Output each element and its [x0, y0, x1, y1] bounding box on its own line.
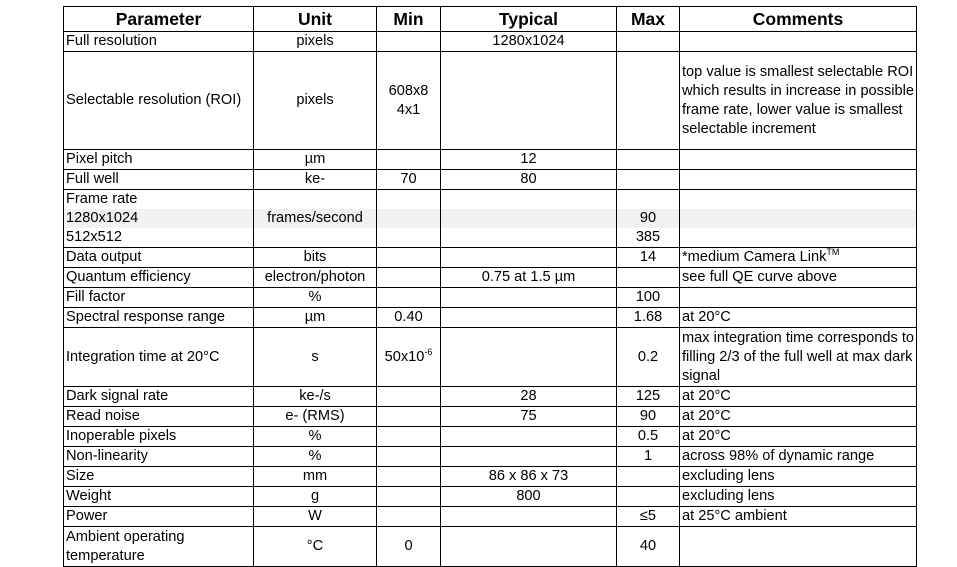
min-cell: 70	[377, 170, 441, 190]
comment-cell	[680, 150, 917, 170]
comment-text: *medium Camera Link	[682, 249, 827, 265]
max-cell	[617, 52, 680, 150]
unit-cell: °C	[254, 527, 377, 567]
table-row	[64, 387, 917, 407]
table-row	[64, 487, 917, 507]
max-cell: ≤5	[617, 507, 680, 527]
max-cell: 1.68	[617, 308, 680, 328]
unit-cell: e- (RMS)	[254, 407, 377, 427]
max-cell	[617, 32, 680, 52]
param-cell: Full resolution	[64, 32, 254, 52]
comment-cell: at 20°C	[680, 427, 917, 447]
typical-cell	[441, 328, 617, 387]
table-row	[64, 228, 917, 248]
table-row	[64, 447, 917, 467]
min-cell	[377, 52, 441, 150]
typical-cell: 0.75 at 1.5 µm	[441, 268, 617, 288]
min-cell	[377, 387, 441, 407]
header-min: Min	[377, 7, 441, 32]
param-cell: Spectral response range	[64, 308, 254, 328]
min-value-1: 608x8	[388, 82, 429, 99]
comment-cell: at 25°C ambient	[680, 507, 917, 527]
param-cell: Inoperable pixels	[64, 427, 254, 447]
min-cell	[377, 447, 441, 467]
min-value: 50x10	[384, 348, 425, 365]
param-cell: Frame rate	[64, 190, 254, 210]
max-cell: 0.2	[617, 328, 680, 387]
header-parameter: Parameter	[64, 7, 254, 32]
typical-cell: 75	[441, 407, 617, 427]
comment-cell: at 20°C	[680, 387, 917, 407]
param-cell: Dark signal rate	[64, 387, 254, 407]
typical-cell	[441, 527, 617, 567]
param-cell: Pixel pitch	[64, 150, 254, 170]
table-row	[64, 170, 917, 190]
comment-cell	[680, 32, 917, 52]
unit-cell: g	[254, 487, 377, 507]
table-row	[64, 248, 917, 268]
max-cell: 1	[617, 447, 680, 467]
table-row	[64, 527, 917, 567]
comment-cell: excluding lens	[680, 467, 917, 487]
max-cell: 385	[617, 228, 680, 248]
min-cell: 0.40	[377, 308, 441, 328]
header-unit: Unit	[254, 7, 377, 32]
header-max: Max	[617, 7, 680, 32]
comment-cell: across 98% of dynamic range	[680, 447, 917, 467]
param-cell: Weight	[64, 487, 254, 507]
min-cell	[377, 328, 441, 387]
typical-cell: 86 x 86 x 73	[441, 467, 617, 487]
param-cell: Integration time at 20°C	[64, 328, 254, 387]
unit-cell: ke-/s	[254, 387, 377, 407]
unit-cell: %	[254, 447, 377, 467]
min-cell	[377, 467, 441, 487]
table-row	[64, 308, 917, 328]
unit-cell: %	[254, 288, 377, 308]
unit-cell: W	[254, 507, 377, 527]
comment-cell: top value is smallest selectable ROI which results in increase in possible frame rate, lower value is smallest selectable increment	[680, 52, 917, 150]
typical-cell: 80	[441, 170, 617, 190]
table-row	[64, 52, 917, 150]
max-cell	[617, 150, 680, 170]
table-row	[64, 507, 917, 527]
unit-cell: ke-	[254, 170, 377, 190]
min-cell: 0	[377, 527, 441, 567]
min-cell	[377, 288, 441, 308]
comment-cell	[680, 248, 917, 268]
typical-cell: 800	[441, 487, 617, 507]
table-row	[64, 32, 917, 52]
table-row	[64, 150, 917, 170]
param-cell: Power	[64, 507, 254, 527]
typical-cell: 12	[441, 150, 617, 170]
typical-cell	[441, 447, 617, 467]
trademark-sup: TM	[826, 247, 840, 258]
param-sub-cell: 1280x1024	[64, 209, 254, 228]
param-cell: Data output	[64, 248, 254, 268]
exponent-sup: -6	[424, 346, 433, 357]
max-cell: 40	[617, 527, 680, 567]
typical-cell	[441, 288, 617, 308]
typical-cell	[441, 427, 617, 447]
min-cell	[377, 150, 441, 170]
comment-cell	[680, 288, 917, 308]
min-cell	[377, 32, 441, 52]
max-cell	[617, 487, 680, 507]
comment-cell: at 20°C	[680, 407, 917, 427]
param-cell: Quantum efficiency	[64, 268, 254, 288]
min-cell	[377, 507, 441, 527]
specifications-table	[63, 6, 917, 567]
comment-cell: excluding lens	[680, 487, 917, 507]
comment-cell	[680, 170, 917, 190]
min-cell	[377, 268, 441, 288]
param-cell: Full well	[64, 170, 254, 190]
typical-cell	[441, 248, 617, 268]
param-cell: Non-linearity	[64, 447, 254, 467]
table-row	[64, 268, 917, 288]
comment-cell: max integration time corresponds to filling 2/3 of the full well at max dark signal	[680, 328, 917, 387]
table-row	[64, 328, 917, 387]
table-row	[64, 288, 917, 308]
comment-cell: at 20°C	[680, 308, 917, 328]
max-cell: 14	[617, 248, 680, 268]
unit-cell: pixels	[254, 32, 377, 52]
max-cell	[617, 268, 680, 288]
comment-cell: see full QE curve above	[680, 268, 917, 288]
param-cell: Ambient operating temperature	[64, 527, 254, 567]
param-cell: Fill factor	[64, 288, 254, 308]
unit-cell: s	[254, 328, 377, 387]
table-row	[64, 427, 917, 447]
header-comments: Comments	[680, 7, 917, 32]
comment-cell	[680, 527, 917, 567]
unit-cell: µm	[254, 308, 377, 328]
max-cell: 125	[617, 387, 680, 407]
min-cell	[377, 407, 441, 427]
typical-cell	[441, 52, 617, 150]
min-cell	[377, 487, 441, 507]
unit-cell: electron/photon	[254, 268, 377, 288]
table-row	[64, 190, 917, 210]
unit-cell: bits	[254, 248, 377, 268]
unit-cell: mm	[254, 467, 377, 487]
param-sub-cell: 512x512	[64, 228, 254, 248]
typical-cell	[441, 507, 617, 527]
table-row	[64, 209, 917, 228]
typical-cell: 1280x1024	[441, 32, 617, 52]
min-value-2: 4x1	[396, 101, 421, 118]
typical-cell	[441, 308, 617, 328]
header-typical: Typical	[441, 7, 617, 32]
typical-cell: 28	[441, 387, 617, 407]
unit-cell: pixels	[254, 52, 377, 150]
header-row	[64, 7, 917, 32]
param-cell: Read noise	[64, 407, 254, 427]
param-cell: Size	[64, 467, 254, 487]
max-cell: 90	[617, 407, 680, 427]
min-cell	[377, 248, 441, 268]
max-cell: 90	[617, 209, 680, 228]
unit-cell: frames/second	[254, 209, 377, 228]
min-cell	[377, 427, 441, 447]
unit-cell: %	[254, 427, 377, 447]
max-cell	[617, 467, 680, 487]
table-row	[64, 407, 917, 427]
param-cell: Selectable resolution (ROI)	[64, 52, 254, 150]
max-cell	[617, 170, 680, 190]
max-cell: 100	[617, 288, 680, 308]
unit-cell: µm	[254, 150, 377, 170]
max-cell: 0.5	[617, 427, 680, 447]
table-row	[64, 467, 917, 487]
